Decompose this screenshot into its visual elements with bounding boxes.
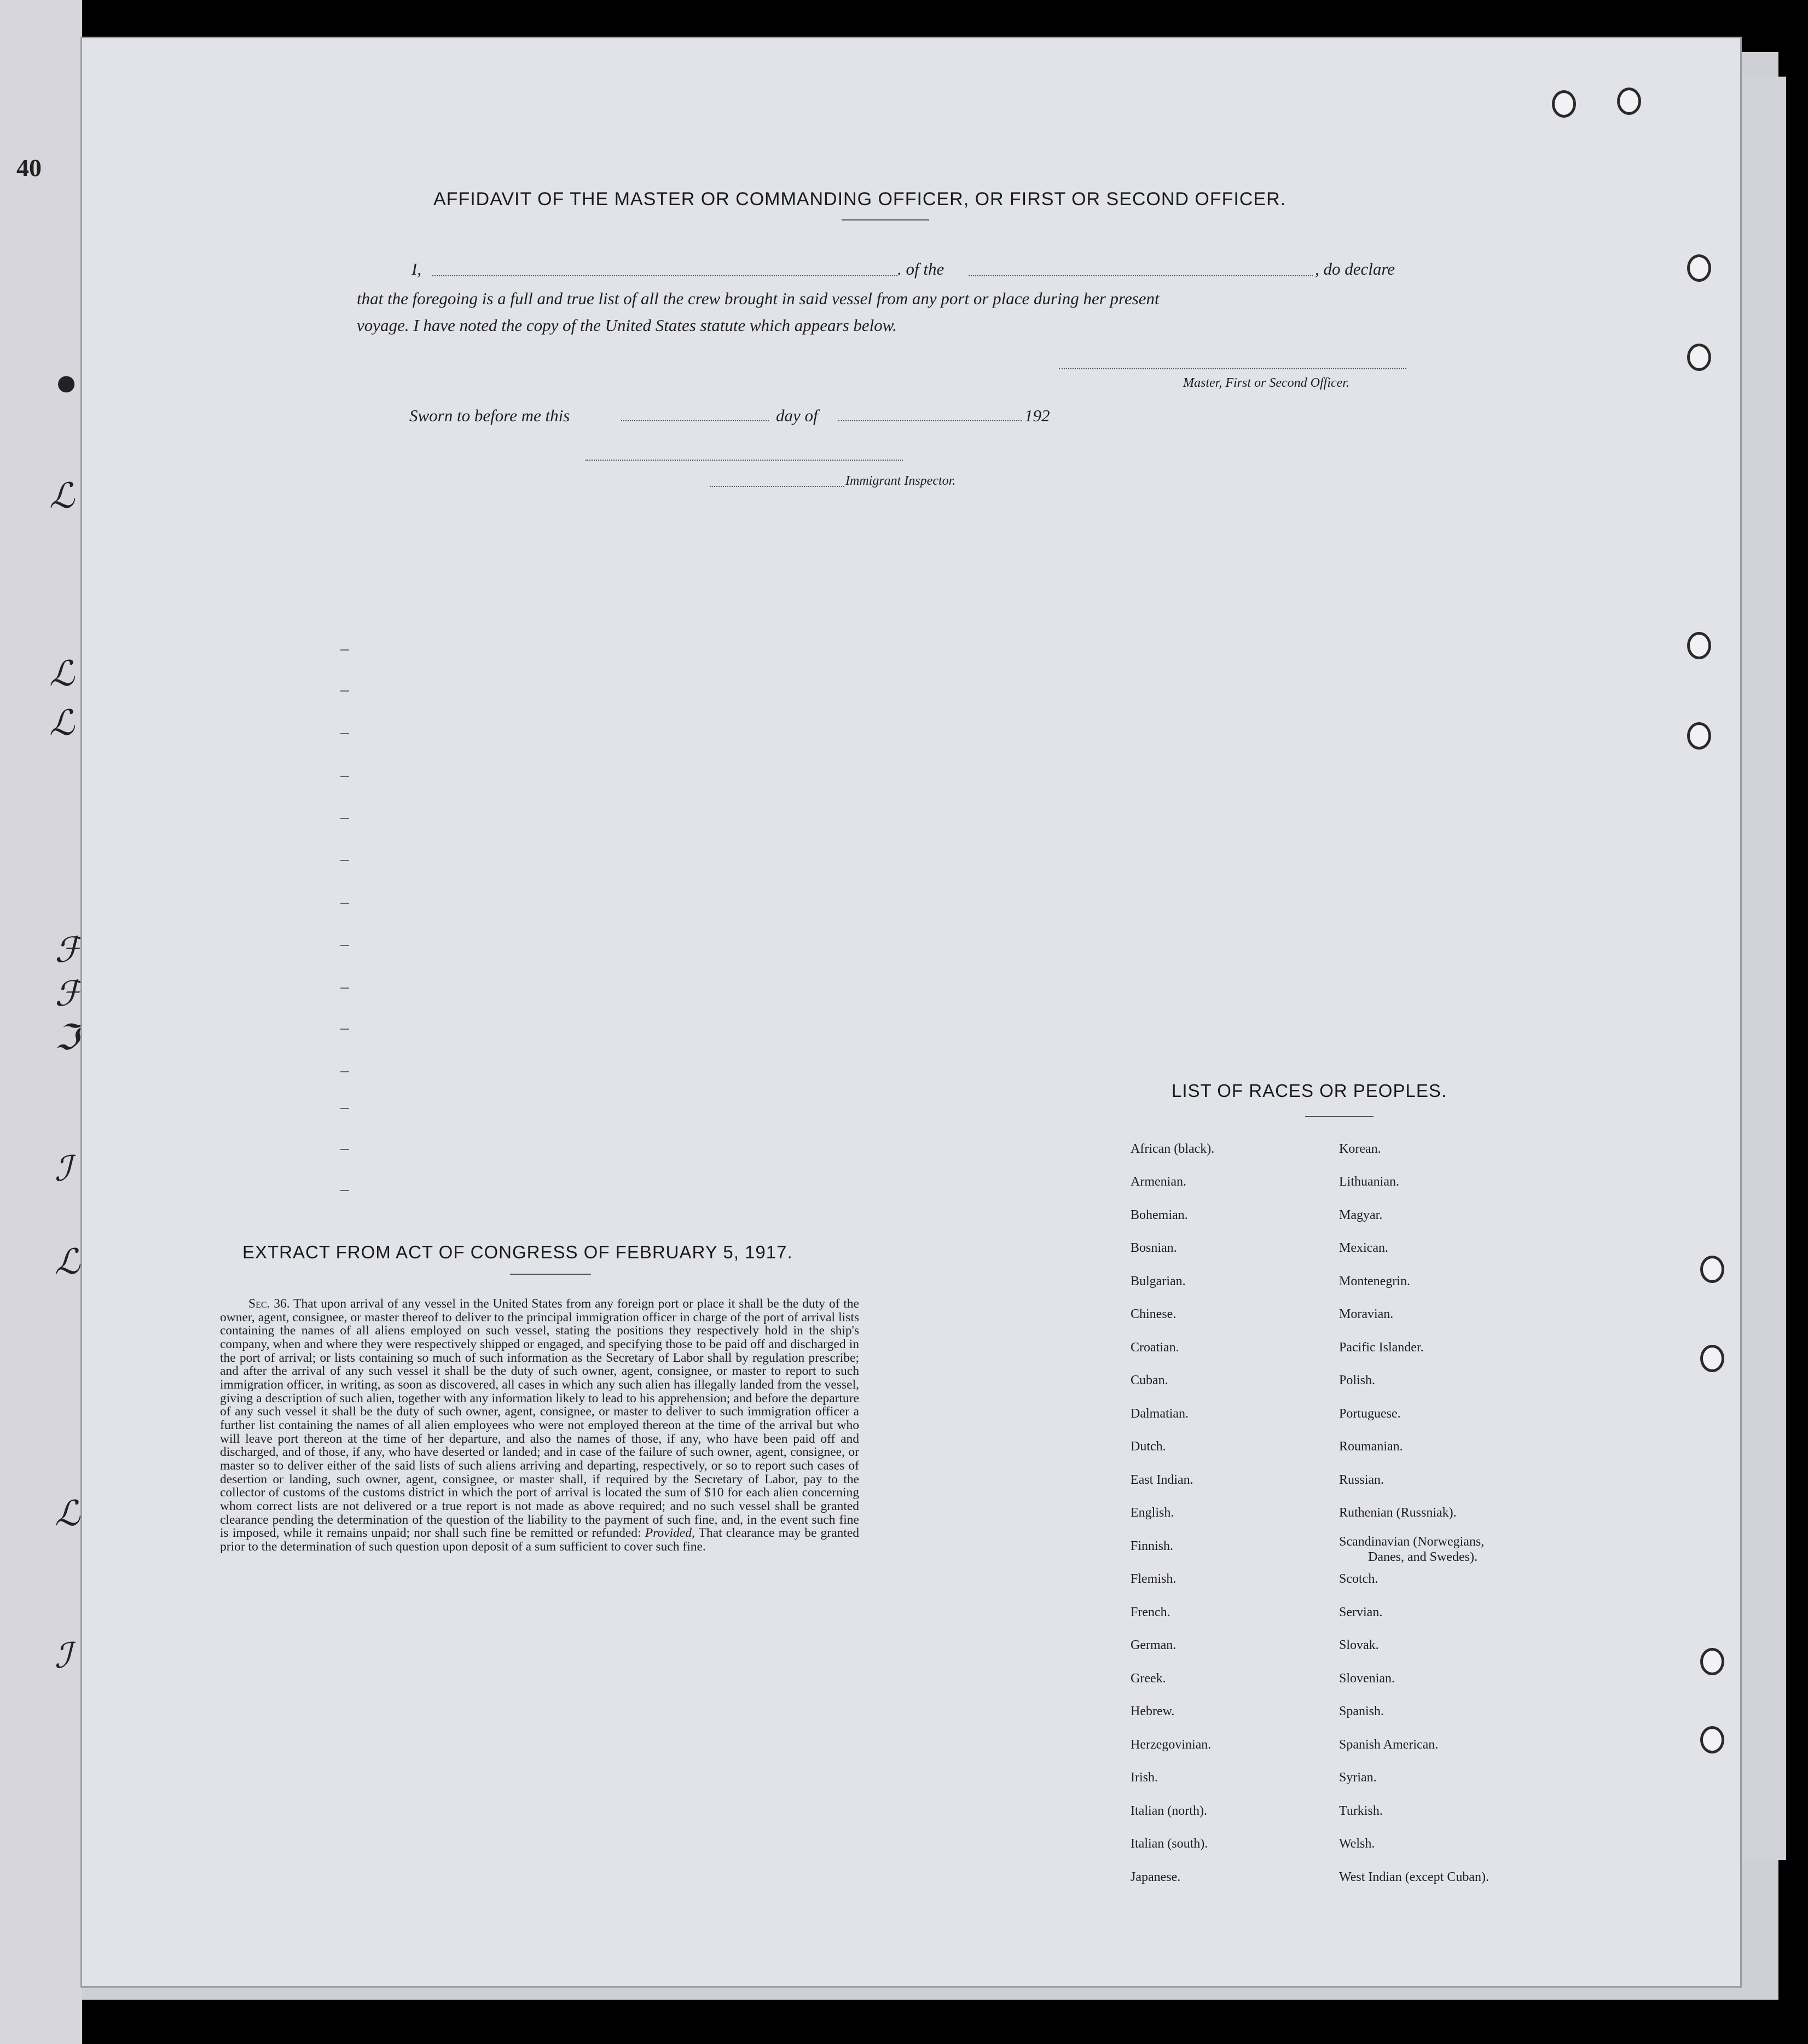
race-item: Bohemian. bbox=[1131, 1208, 1188, 1222]
margin-dash bbox=[340, 818, 349, 819]
section-36-text bbox=[220, 1297, 859, 1554]
race-item: Cuban. bbox=[1131, 1373, 1168, 1387]
day-of-label: day of bbox=[776, 406, 818, 425]
race-item: English. bbox=[1131, 1506, 1174, 1520]
section-body-1: That upon arrival of any vessel in the United States from any foreign port or place it shall be the duty of the owner, agent, consignee, or master thereof to deliver to the principal immigration officer in charge of the port of arrival lists containing the names of all aliens employed on such vessel, stating the positions they respectively hold in the ship's company, when and where they were respectively shipped or engaged, and specifying those to be paid off and discharged in the port of arrival; or lists containing so much of such information as the Secretary of Labor shall by regulation prescribe; and after the arrival of any such vessel it shall be the duty of such owner, agent, consignee, or master to report to such immigration officer, in writing, as soon as discovered, all cases in which any such alien has illegally landed from the vessel, giving a description of such alien, together with any information likely to lead to his apprehension; and before the departure of any such vessel it shall be the duty of such owner, agent, consignee, or master to deliver to such immigration officer a further list containing the names of all alien employees who were not employed thereon at the time of the arrival but who will leave port thereon at the time of her departure, and also the names of those, if any, who have been paid off and discharged, and of those, if any, who have deserted or landed; and in case of the failure of such owner, agent, consignee, or master so to deliver either of the said lists of such aliens arriving and departing, respectively, or so to report such cases of desertion or landing, such owner, agent, consignee, or master shall, if required by the Secretary of Labor, pay to the collector of customs of the customs district in which the port of arrival is located the sum of $10 for each alien concerning whom correct lists are not delivered or a true report is not made as above required; and no such vessel shall be granted clearance pending the determination of the question of the liability to the payment of such fine, and, in the event such fine is imposed, while it remains unpaid; nor shall such fine be remitted or refunded: bbox=[220, 1297, 859, 1541]
binder-hole bbox=[1552, 90, 1576, 118]
race-item: Spanish. bbox=[1339, 1704, 1384, 1718]
race-item: Slovak. bbox=[1339, 1638, 1379, 1652]
race-item: Flemish. bbox=[1131, 1572, 1177, 1586]
race-item: Lithuanian. bbox=[1339, 1175, 1399, 1189]
race-item: Italian (north). bbox=[1131, 1804, 1207, 1818]
margin-dash bbox=[340, 733, 349, 734]
do-declare-label: , do declare bbox=[1315, 259, 1395, 278]
race-item: Pacific Islander. bbox=[1339, 1340, 1424, 1355]
race-item: Irish. bbox=[1131, 1770, 1158, 1785]
affidavit-title: AFFIDAVIT OF THE MASTER OR COMMANDING OFFICER, OR FIRST OR SECOND OFFICER. bbox=[433, 189, 1287, 210]
race-item: Roumanian. bbox=[1339, 1439, 1403, 1454]
race-item: German. bbox=[1131, 1638, 1177, 1652]
affidavit-line-3: voyage. I have noted the copy of the United States statute which appears below. bbox=[357, 316, 897, 335]
title-underline bbox=[842, 219, 929, 220]
race-item: Spanish American. bbox=[1339, 1738, 1439, 1752]
race-item: Italian (south). bbox=[1131, 1837, 1208, 1851]
margin-dash bbox=[340, 1071, 349, 1072]
race-item: Montenegrin. bbox=[1339, 1274, 1410, 1288]
left-page-edge: 40 ● ℒ ℒ ℒ ℱ ℱ ℑ ℐ ℒ ℒ ℐ bbox=[0, 0, 82, 2044]
inspector-signature-line-2 bbox=[710, 486, 844, 487]
provided-label: Provided, bbox=[645, 1526, 695, 1541]
race-item: Croatian. bbox=[1131, 1340, 1179, 1355]
document-page bbox=[82, 38, 1740, 1986]
extract-title: EXTRACT FROM ACT OF CONGRESS OF FEBRUARY 5, 1917. bbox=[242, 1242, 793, 1262]
race-item: Portuguese. bbox=[1339, 1407, 1401, 1421]
race-item: Dalmatian. bbox=[1131, 1407, 1189, 1421]
margin-dash bbox=[340, 690, 349, 692]
race-item: Korean. bbox=[1339, 1142, 1381, 1156]
inspector-label: Immigrant Inspector. bbox=[845, 474, 956, 488]
race-item: Greek. bbox=[1131, 1671, 1166, 1686]
binder-hole bbox=[1700, 1648, 1724, 1675]
race-item: Polish. bbox=[1339, 1373, 1376, 1387]
race-item: Turkish. bbox=[1339, 1804, 1383, 1818]
margin-dash bbox=[340, 776, 349, 777]
vessel-name-line bbox=[969, 275, 1313, 276]
affidavit-line-2: that the foregoing is a full and true list of all the crew brought in said vessel from any port or place during her present bbox=[357, 289, 1160, 308]
binder-hole bbox=[1687, 254, 1711, 282]
race-item: Servian. bbox=[1339, 1605, 1383, 1619]
margin-dash bbox=[340, 1029, 349, 1030]
races-title-underline bbox=[1305, 1116, 1374, 1117]
race-item: Welsh. bbox=[1339, 1837, 1375, 1851]
race-item: Dutch. bbox=[1131, 1439, 1166, 1454]
sworn-month-line bbox=[838, 420, 1022, 421]
race-item: Slovenian. bbox=[1339, 1671, 1395, 1686]
margin-dash bbox=[340, 649, 349, 651]
race-item: Armenian. bbox=[1131, 1175, 1186, 1189]
race-item: Magyar. bbox=[1339, 1208, 1383, 1222]
binder-hole bbox=[1700, 1726, 1724, 1753]
binder-hole bbox=[1687, 344, 1711, 371]
bleed-through-text bbox=[263, 126, 274, 158]
race-item-continued: Danes, and Swedes). bbox=[1368, 1550, 1477, 1564]
extract-title-underline bbox=[510, 1274, 591, 1275]
section-body-2: That clearance may be granted prior to the determination of such question upon deposit of a sum sufficient to cover such fine. bbox=[220, 1526, 860, 1554]
margin-dash bbox=[340, 1190, 349, 1191]
race-item: Moravian. bbox=[1339, 1307, 1394, 1321]
margin-dash bbox=[340, 1149, 349, 1150]
race-item: Scandinavian (Norwegians, bbox=[1339, 1535, 1485, 1549]
races-title: LIST OF RACES OR PEOPLES. bbox=[1172, 1081, 1447, 1101]
race-item: Mexican. bbox=[1339, 1241, 1388, 1255]
race-item: Chinese. bbox=[1131, 1307, 1177, 1321]
binder-hole bbox=[1687, 722, 1711, 750]
race-item: Hebrew. bbox=[1131, 1704, 1175, 1718]
race-item: Bulgarian. bbox=[1131, 1274, 1186, 1288]
race-item: East Indian. bbox=[1131, 1473, 1193, 1487]
margin-dash bbox=[340, 945, 349, 946]
master-signature-line bbox=[1059, 368, 1406, 369]
race-item: West Indian (except Cuban). bbox=[1339, 1870, 1489, 1884]
inspector-signature-line-1 bbox=[586, 460, 903, 461]
year-label: 192 bbox=[1024, 406, 1050, 425]
right-page-edge bbox=[1740, 77, 1786, 1860]
master-signature-label: Master, First or Second Officer. bbox=[1183, 376, 1349, 390]
sworn-label: Sworn to before me this bbox=[409, 406, 570, 425]
race-item: Japanese. bbox=[1131, 1870, 1181, 1884]
race-item: Bosnian. bbox=[1131, 1241, 1177, 1255]
margin-dash bbox=[340, 1108, 349, 1109]
margin-dash bbox=[340, 988, 349, 989]
binder-hole bbox=[1700, 1345, 1724, 1372]
section-label: Sec. 36. bbox=[248, 1297, 290, 1311]
race-item: Russian. bbox=[1339, 1473, 1384, 1487]
race-item: Syrian. bbox=[1339, 1770, 1377, 1785]
binder-hole bbox=[1700, 1256, 1724, 1283]
race-item: Finnish. bbox=[1131, 1539, 1174, 1553]
race-item: Scotch. bbox=[1339, 1572, 1378, 1586]
binder-hole bbox=[1687, 632, 1711, 659]
race-item: Herzegovinian. bbox=[1131, 1738, 1212, 1752]
of-the-label: . of the bbox=[897, 259, 944, 278]
binder-hole bbox=[1617, 88, 1641, 115]
affiant-name-line bbox=[432, 275, 897, 276]
margin-dash bbox=[340, 903, 349, 904]
sworn-day-line bbox=[621, 420, 769, 421]
race-item: Ruthenian (Russniak). bbox=[1339, 1506, 1457, 1520]
margin-dash bbox=[340, 860, 349, 861]
affiant-i-label: I, bbox=[412, 259, 422, 278]
race-item: French. bbox=[1131, 1605, 1170, 1619]
race-item: African (black). bbox=[1131, 1142, 1215, 1156]
